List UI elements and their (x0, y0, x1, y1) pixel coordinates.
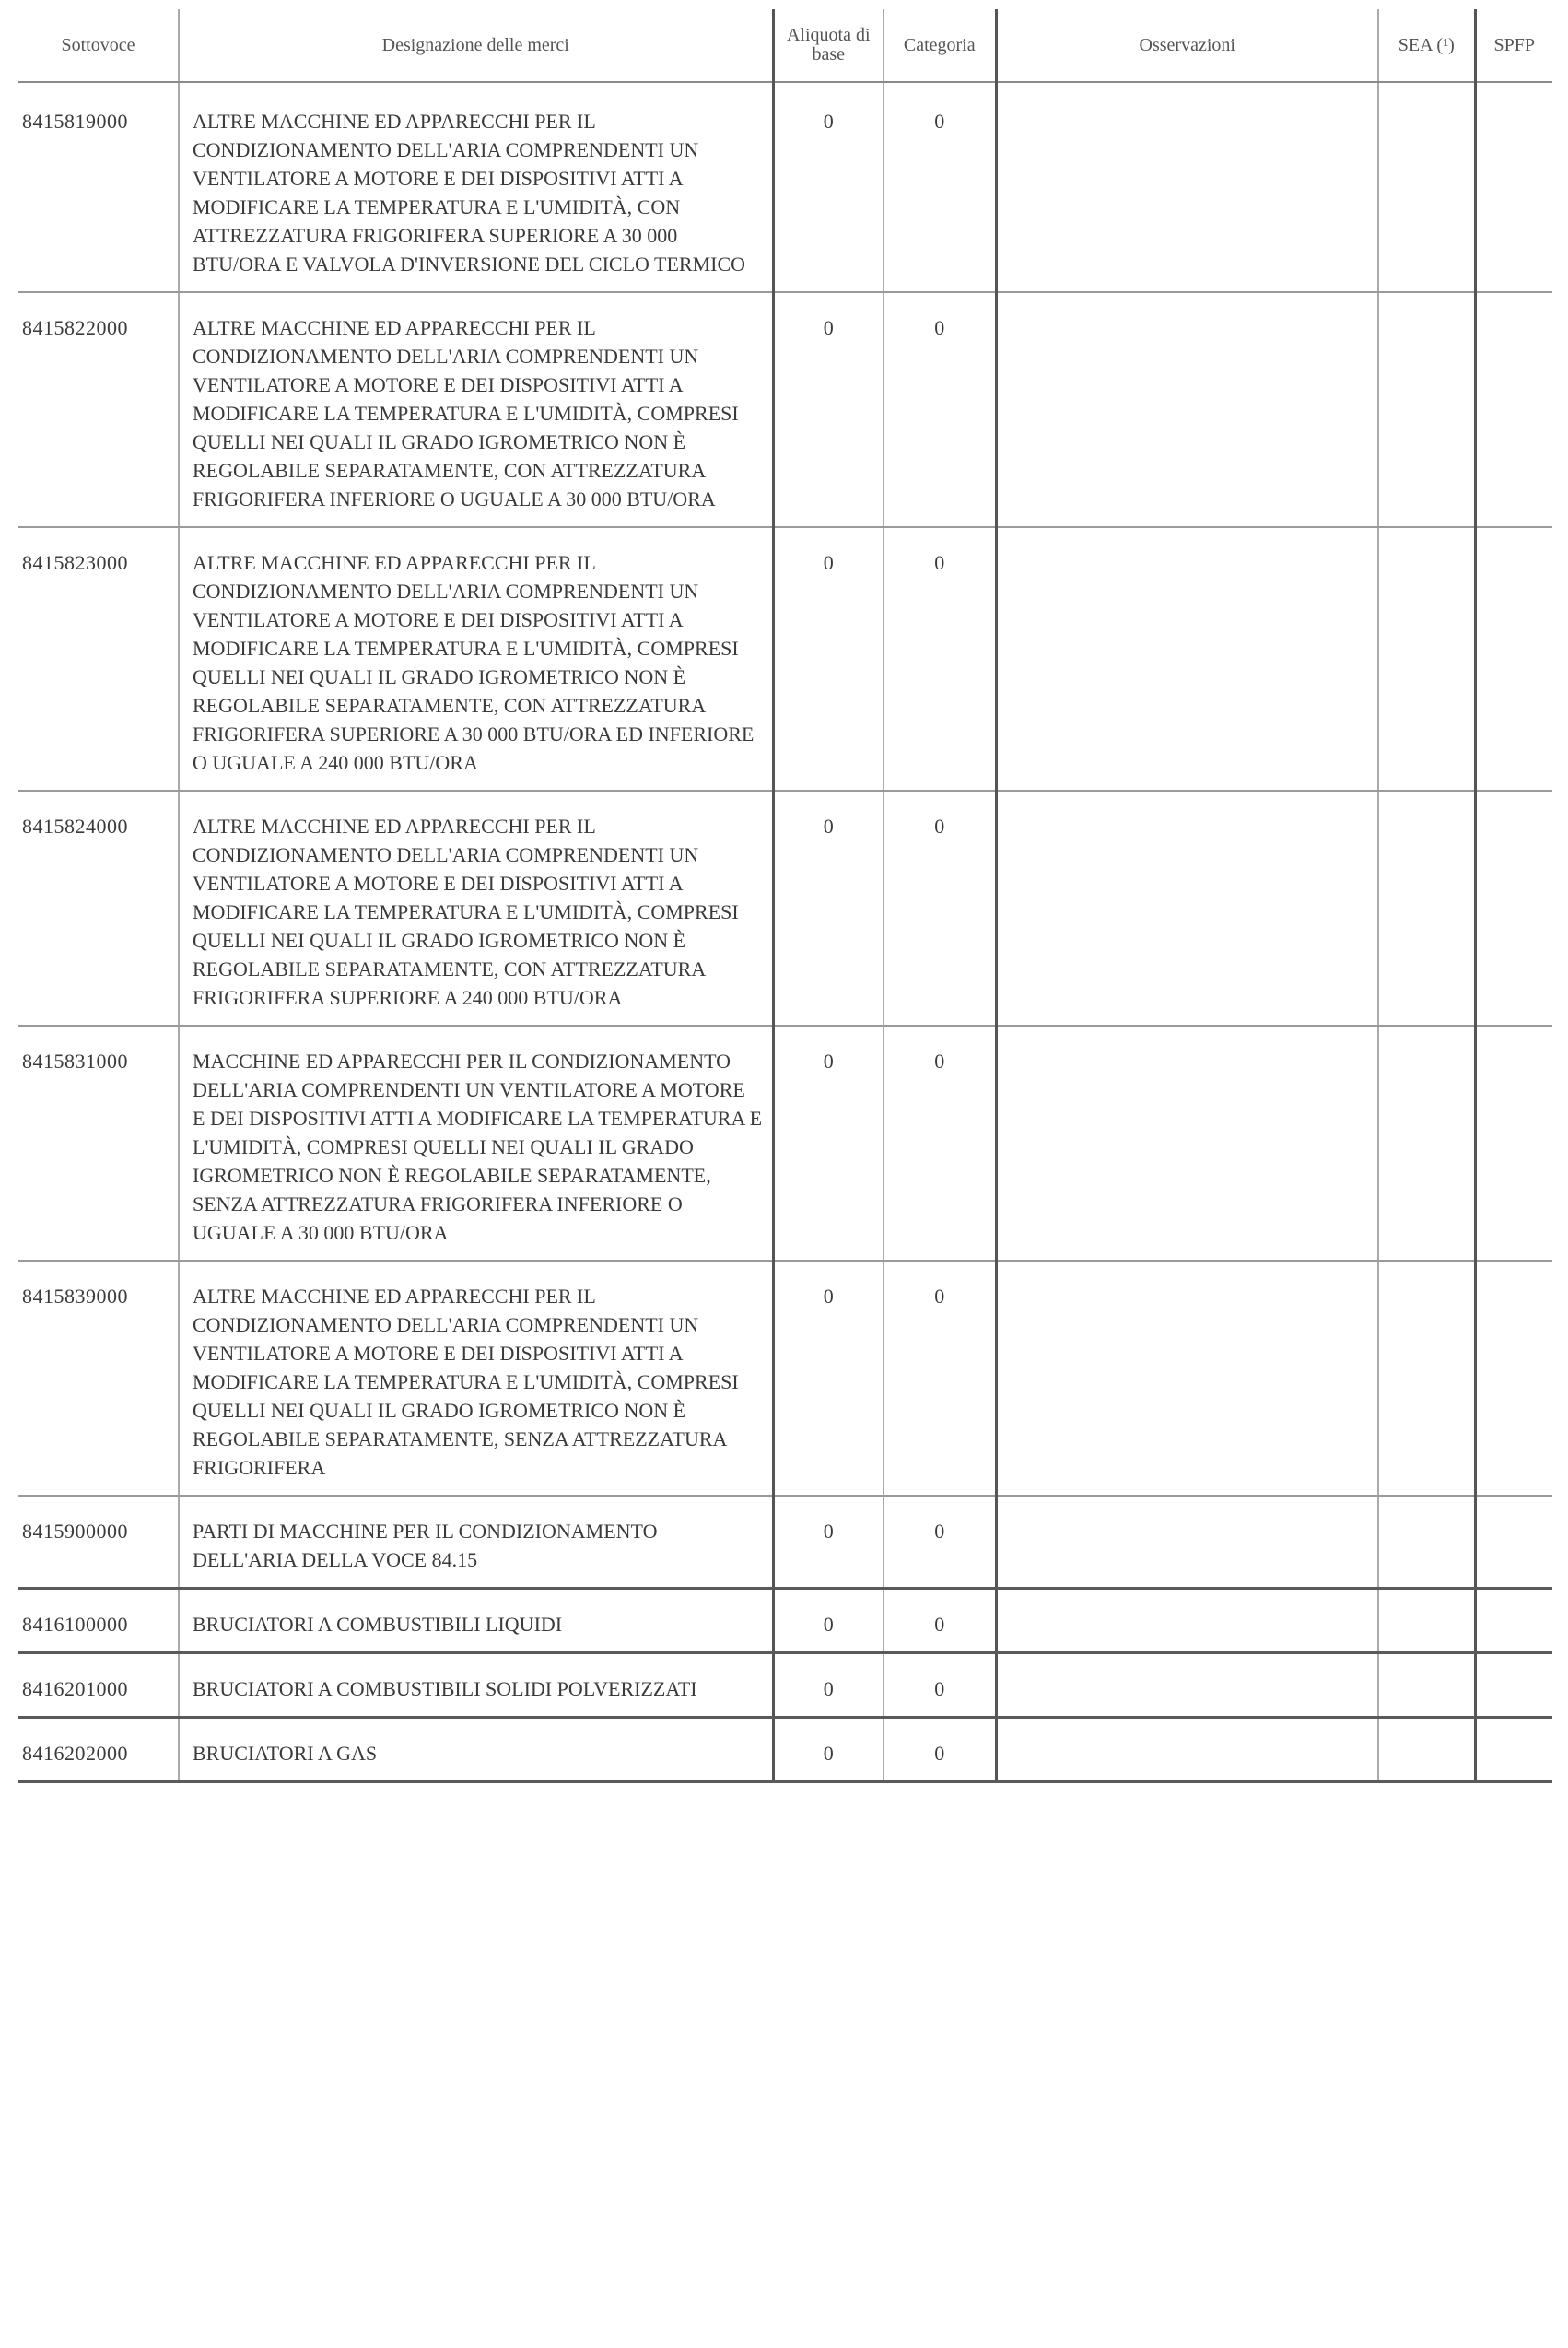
row-description: MACCHINE ED APPARECCHI PER IL CONDIZIONAMENTO DELL'ARIA COMPRENDENTI UN VENTILATORE A MOTORE E DEI DISPOSITIVI ATTI A MODIFICARE LA TEMPERATURA E L'UMIDITÀ, COMPRESI QUELLI NEI QUALI IL GRADO IGROMETRICO NON È REGOLABILE SEPARATAMENTE, SENZA ATTREZZATURA FRIGORIFERA INFERIORE O UGUALE A 30 000 BTU/ORA (179, 1026, 773, 1261)
table-row (18, 82, 1552, 292)
row-category: 0 (883, 82, 996, 292)
row-sea (1378, 82, 1475, 292)
row-spfp (1475, 1589, 1552, 1653)
row-base-rate: 0 (773, 791, 883, 1026)
row-category: 0 (883, 527, 996, 791)
header-base-rate-text: Aliquota di base (786, 25, 871, 65)
row-spfp (1475, 292, 1552, 527)
table-row (18, 791, 1552, 1026)
header-remarks: Osservazioni (996, 9, 1378, 82)
row-sea (1378, 791, 1475, 1026)
table-row (18, 1589, 1552, 1653)
table-row (18, 1026, 1552, 1261)
row-remarks (996, 791, 1378, 1026)
header-subheading: Sottovoce (18, 9, 179, 82)
row-sea (1378, 1653, 1475, 1718)
document-page (18, 9, 1552, 1783)
table-row (18, 1718, 1552, 1782)
row-sea (1378, 1589, 1475, 1653)
row-category: 0 (883, 791, 996, 1026)
tariff-table (18, 9, 1552, 1783)
row-description: ALTRE MACCHINE ED APPARECCHI PER IL CONDIZIONAMENTO DELL'ARIA COMPRENDENTI UN VENTILATORE A MOTORE E DEI DISPOSITIVI ATTI A MODIFICARE LA TEMPERATURA E L'UMIDITÀ, COMPRESI QUELLI NEI QUALI IL GRADO IGROMETRICO NON È REGOLABILE SEPARATAMENTE, CON ATTREZZATURA FRIGORIFERA SUPERIORE A 240 000 BTU/ORA (179, 791, 773, 1026)
row-spfp (1475, 527, 1552, 791)
table-row (18, 292, 1552, 527)
row-base-rate: 0 (773, 1496, 883, 1589)
row-code: 8415900000 (18, 1496, 179, 1589)
row-spfp (1475, 1653, 1552, 1718)
row-description: ALTRE MACCHINE ED APPARECCHI PER IL CONDIZIONAMENTO DELL'ARIA COMPRENDENTI UN VENTILATORE A MOTORE E DEI DISPOSITIVI ATTI A MODIFICARE LA TEMPERATURA E L'UMIDITÀ, COMPRESI QUELLI NEI QUALI IL GRADO IGROMETRICO NON È REGOLABILE SEPARATAMENTE, CON ATTREZZATURA FRIGORIFERA INFERIORE O UGUALE A 30 000 BTU/ORA (179, 292, 773, 527)
row-remarks (996, 527, 1378, 791)
row-spfp (1475, 1718, 1552, 1782)
row-code: 8416201000 (18, 1653, 179, 1718)
header-base-rate (773, 9, 883, 82)
header-description: Designazione delle merci (179, 9, 773, 82)
header-spfp: SPFP (1475, 9, 1552, 82)
row-spfp (1475, 1496, 1552, 1589)
row-code: 8415824000 (18, 791, 179, 1026)
table-row (18, 1261, 1552, 1496)
row-code: 8416202000 (18, 1718, 179, 1782)
table-row (18, 1653, 1552, 1718)
row-sea (1378, 292, 1475, 527)
row-code: 8415839000 (18, 1261, 179, 1496)
row-base-rate: 0 (773, 82, 883, 292)
row-base-rate: 0 (773, 1026, 883, 1261)
table-row (18, 527, 1552, 791)
row-description: ALTRE MACCHINE ED APPARECCHI PER IL CONDIZIONAMENTO DELL'ARIA COMPRENDENTI UN VENTILATORE A MOTORE E DEI DISPOSITIVI ATTI A MODIFICARE LA TEMPERATURA E L'UMIDITÀ, CON ATTREZZATURA FRIGORIFERA SUPERIORE A 30 000 BTU/ORA E VALVOLA D'INVERSIONE DEL CICLO TERMICO (179, 82, 773, 292)
row-spfp (1475, 791, 1552, 1026)
row-description: BRUCIATORI A COMBUSTIBILI LIQUIDI (179, 1589, 773, 1653)
row-category: 0 (883, 1718, 996, 1782)
table-body (18, 82, 1552, 1782)
row-remarks (996, 1589, 1378, 1653)
row-category: 0 (883, 1653, 996, 1718)
row-spfp (1475, 1026, 1552, 1261)
row-remarks (996, 1653, 1378, 1718)
row-category: 0 (883, 1026, 996, 1261)
row-category: 0 (883, 1589, 996, 1653)
row-code: 8415822000 (18, 292, 179, 527)
row-spfp (1475, 1261, 1552, 1496)
row-base-rate: 0 (773, 1718, 883, 1782)
row-sea (1378, 1026, 1475, 1261)
row-category: 0 (883, 1261, 996, 1496)
row-remarks (996, 1261, 1378, 1496)
row-code: 8415831000 (18, 1026, 179, 1261)
row-description: BRUCIATORI A GAS (179, 1718, 773, 1782)
row-category: 0 (883, 1496, 996, 1589)
row-remarks (996, 82, 1378, 292)
row-base-rate: 0 (773, 1589, 883, 1653)
row-base-rate: 0 (773, 1261, 883, 1496)
row-description: ALTRE MACCHINE ED APPARECCHI PER IL CONDIZIONAMENTO DELL'ARIA COMPRENDENTI UN VENTILATORE A MOTORE E DEI DISPOSITIVI ATTI A MODIFICARE LA TEMPERATURA E L'UMIDITÀ, COMPRESI QUELLI NEI QUALI IL GRADO IGROMETRICO NON È REGOLABILE SEPARATAMENTE, SENZA ATTREZZATURA FRIGORIFERA (179, 1261, 773, 1496)
row-sea (1378, 1718, 1475, 1782)
row-code: 8416100000 (18, 1589, 179, 1653)
row-base-rate: 0 (773, 527, 883, 791)
row-sea (1378, 1261, 1475, 1496)
row-category: 0 (883, 292, 996, 527)
row-sea (1378, 1496, 1475, 1589)
row-description: PARTI DI MACCHINE PER IL CONDIZIONAMENTO DELL'ARIA DELLA VOCE 84.15 (179, 1496, 773, 1589)
row-code: 8415819000 (18, 82, 179, 292)
table-row (18, 1496, 1552, 1589)
row-remarks (996, 292, 1378, 527)
row-remarks (996, 1718, 1378, 1782)
table-header (18, 9, 1552, 82)
row-remarks (996, 1496, 1378, 1589)
row-code: 8415823000 (18, 527, 179, 791)
header-sea: SEA (¹) (1378, 9, 1475, 82)
row-base-rate: 0 (773, 1653, 883, 1718)
row-remarks (996, 1026, 1378, 1261)
row-description: ALTRE MACCHINE ED APPARECCHI PER IL CONDIZIONAMENTO DELL'ARIA COMPRENDENTI UN VENTILATORE A MOTORE E DEI DISPOSITIVI ATTI A MODIFICARE LA TEMPERATURA E L'UMIDITÀ, COMPRESI QUELLI NEI QUALI IL GRADO IGROMETRICO NON È REGOLABILE SEPARATAMENTE, CON ATTREZZATURA FRIGORIFERA SUPERIORE A 30 000 BTU/ORA ED INFERIORE O UGUALE A 240 000 BTU/ORA (179, 527, 773, 791)
row-sea (1378, 527, 1475, 791)
row-base-rate: 0 (773, 292, 883, 527)
row-description: BRUCIATORI A COMBUSTIBILI SOLIDI POLVERIZZATI (179, 1653, 773, 1718)
header-category: Categoria (883, 9, 996, 82)
row-spfp (1475, 82, 1552, 292)
